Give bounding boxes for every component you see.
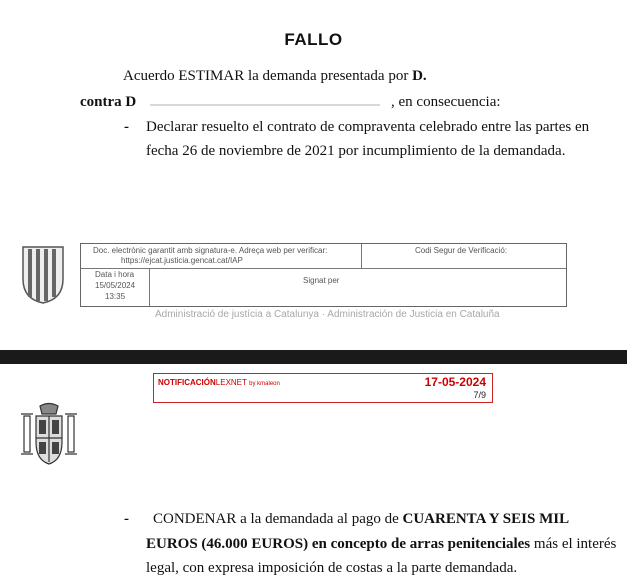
contra-label: contra D <box>80 94 137 110</box>
signed-by-label: Signat per <box>303 276 340 285</box>
list-bullet: - <box>124 119 129 135</box>
condemn-amount: EUROS (46.000 EUROS) en concepto de arras penitenciales <box>146 536 531 552</box>
point-line-2: fecha 26 de noviembre de 2021 por incumplimiento de la demandada. <box>146 143 566 159</box>
intro-text: Acuerdo ESTIMAR la demanda presentada por <box>123 68 409 84</box>
point-line-1: Declarar resuelto el contrato de compraventa celebrado entre las partes en <box>146 119 590 135</box>
doc-verify-url[interactable]: https://ejcat.justicia.gencat.cat/IAP <box>121 256 243 265</box>
notification-label-a: NOTIFICACIÓN <box>158 378 216 387</box>
spanish-coat-of-arms-icon <box>18 402 80 466</box>
redaction-mark <box>150 104 380 106</box>
stamp-time: 13:35 <box>105 292 126 301</box>
intro-line <box>123 68 427 85</box>
page-number: 7/9 <box>473 390 486 400</box>
plaintiff-party: D. <box>412 68 427 84</box>
condemn-line-3: legal, con expresa imposición de costas a la parte demandada. <box>146 560 518 576</box>
notification-label-b: LEXNET <box>215 378 247 387</box>
date-time-label: Data i hora <box>95 270 135 279</box>
administration-footer: Administració de justícia a Catalunya · Administración de Justicia en Cataluña <box>155 309 500 320</box>
notification-label-c: by kmaleon <box>249 381 280 387</box>
notification-label <box>158 378 280 387</box>
condemn-interest: más el interés <box>533 536 617 552</box>
condemn-line-2 <box>146 536 616 553</box>
notification-date: 17-05-2024 <box>424 375 486 389</box>
list-bullet: - <box>124 511 129 527</box>
catalan-coat-of-arms-icon <box>20 245 66 305</box>
signature-verification-table <box>80 243 567 307</box>
lexnet-notification-box <box>153 373 493 403</box>
stamp-date: 15/05/2024 <box>95 281 136 290</box>
page-divider <box>0 350 627 364</box>
condemn-line-1 <box>153 511 569 528</box>
code-verify-label: Codi Segur de Verificació: <box>415 246 508 255</box>
doc-verify-label: Doc. electrònic garantit amb signatura-e. Adreça web per verificar: <box>93 246 328 255</box>
consequence-text: , en consecuencia: <box>391 94 501 110</box>
page-title: FALLO <box>284 30 343 49</box>
condemn-line-1-a: CONDENAR a la demandada al pago de <box>153 511 399 527</box>
condemn-amount-words: CUARENTA Y SEIS MIL <box>402 511 570 527</box>
